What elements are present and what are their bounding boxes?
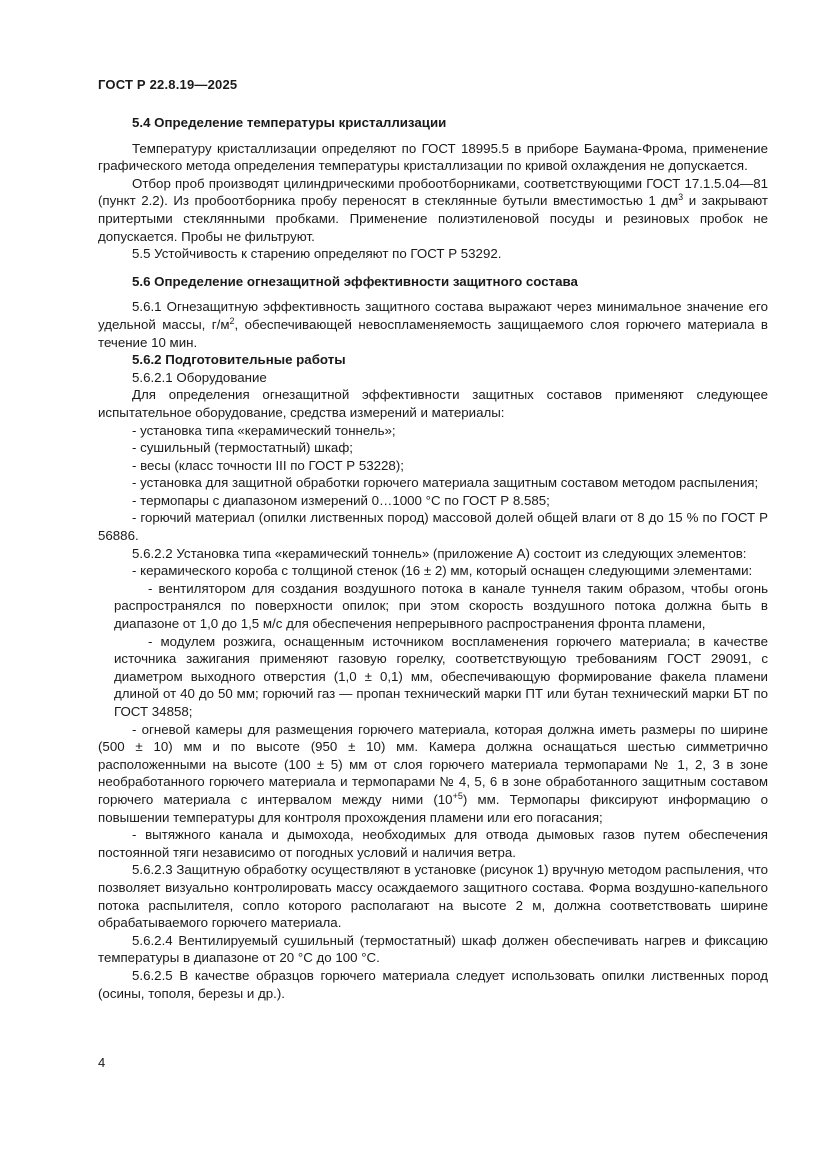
document-body bbox=[98, 104, 768, 1002]
list-item: - термопары с диапазоном измерений 0…1000 °С по ГОСТ Р 8.585; bbox=[132, 492, 550, 508]
list-item: - установка для защитной обработки горючего материала защитным составом методом распыления; bbox=[132, 475, 759, 491]
section-5-6-2-2: 5.6.2.2 Установка типа «керамический тоннель» (приложение А) состоит из следующих элементов: bbox=[132, 545, 747, 561]
page-number: 4 bbox=[98, 1055, 106, 1070]
section-5-6-2-3: 5.6.2.3 Защитную обработку осуществляют в установке (рисунок 1) вручную методом распыления, что позволяет визуально контролировать массу осаждаемого защитного состава. Форма воздушно-капельного потока распылителя, сопло которого располагают на высоте 2 м, должна соответствовать ширине обрабатываемого горючего материала. bbox=[98, 862, 768, 931]
ignition-item: - модулем розжига, оснащенным источником воспламенения горючего материала; в качестве источника зажигания применяют газовую горелку, соответствующую требованиям ГОСТ 29091, с диаметром выходного отверстия (1,0 ± 0,1) мм, обеспечивающую формирование факела пламени длиной от 40 до 50 мм; горючий газ — пропан технический марки ПТ или бутан технический марки БТ по ГОСТ 34858; bbox=[114, 633, 768, 719]
p561-superscript: 2 bbox=[229, 315, 235, 326]
section-5-6-2-1-text: Для определения огнезащитной эффективности защитных составов применяют следующее испытательное оборудование, средства измерений и материалы: bbox=[98, 387, 768, 420]
list-item: - горючий материал (опилки лиственных пород) массовой долей общей влаги от 8 до 15 % по ГОСТ Р 56886. bbox=[98, 510, 768, 544]
p561-text-a: 5.6.1 Огнезащитную эффективность защитного состава выражают через минимальное значение его удельной массы, г/м bbox=[98, 299, 768, 332]
section-5-6-heading: 5.6 Определение огнезащитной эффективности защитного состава bbox=[132, 273, 578, 289]
p2-text-a: Отбор проб производят цилиндрическими пробоотборниками, соответствующими ГОСТ 17.1.5.04—81 (пункт 2.2). Из пробоотборника пробу переносят в стеклянные бутыли вместимостью 1 дм bbox=[98, 175, 768, 209]
box-item: - керамического короба с толщиной стенок (16 ± 2) мм, который оснащен следующими элементами: bbox=[132, 563, 753, 579]
section-5-5: 5.5 Устойчивость к старению определяют по ГОСТ Р 53292. bbox=[132, 246, 502, 262]
list-item: - весы (класс точности III по ГОСТ Р 53228); bbox=[132, 457, 404, 473]
section-5-4-paragraph-2 bbox=[98, 175, 768, 245]
section-5-4-heading: 5.4 Определение температуры кристаллизации bbox=[132, 115, 447, 130]
exhaust-item: - вытяжного канала и дымохода, необходимых для отвода дымовых газов путем обеспечения постоянной тяги независимо от погодных условий и наличия ветра. bbox=[98, 827, 768, 860]
p2-superscript: 3 bbox=[678, 192, 684, 203]
section-5-6-1 bbox=[98, 298, 768, 351]
list-item: - установка типа «керамический тоннель»; bbox=[132, 422, 396, 438]
list-item: - сушильный (термостатный) шкаф; bbox=[132, 440, 353, 456]
section-5-6-2-5: 5.6.2.5 В качестве образцов горючего материала следует использовать опилки лиственных пород (осины, тополя, березы и др.). bbox=[98, 967, 768, 1001]
section-5-4-paragraph-1: Температуру кристаллизации определяют по ГОСТ 18995.5 в приборе Баумана-Фрома, применение графического метода определения температуры кристаллизации по кривой охлаждения не допускается. bbox=[98, 140, 768, 174]
document-header: ГОСТ Р 22.8.19—2025 bbox=[98, 77, 238, 92]
p2-text-b: и закрывают притертыми стеклянными пробками. Применение полиэтиленовой посуды и резиновых пробок не допускается. Пробы не фильтруют. bbox=[98, 193, 768, 244]
section-5-6-2-4: 5.6.2.4 Вентилируемый сушильный (термостатный) шкаф должен обеспечивать нагрев и фиксацию температуры в диапазоне от 20 °С до 100 °С. bbox=[98, 932, 768, 966]
section-5-6-2-1-heading: 5.6.2.1 Оборудование bbox=[132, 369, 267, 385]
chamber-superscript: +5 bbox=[452, 790, 463, 801]
fan-item: - вентилятором для создания воздушного потока в канале туннеля таким образом, чтобы огонь распространялся по поверхности опилок; при этом скорость воздушного потока должна быть в диапазоне от 1,0 до 1,5 м/с для обеспечения непрерывного распространения фронта пламени, bbox=[114, 580, 768, 632]
chamber-item bbox=[98, 721, 768, 827]
p561-text-b: , обеспечивающей невоспламеняемость защищаемого слоя горючего материала в течение 10 мин. bbox=[98, 316, 768, 350]
section-5-6-2-heading: 5.6.2 Подготовительные работы bbox=[132, 352, 346, 368]
chamber-text-b: ) мм. Термопары фиксируют информацию о повышении температуры для контроля прохождения пламени или его погасания; bbox=[98, 791, 768, 825]
chamber-text-a: - огневой камеры для размещения горючего материала, которая должна иметь размеры по ширине (500 ± 10) мм и по высоте (950 ± 10) мм. Камера должна оснащаться шестью симметрично расположенными на высоте (100 ± 5) мм от слоя горючего материала термопарами № 1, 2, 3 в зоне необработанного горючего материала и термопарами № 4, 5, 6 в зоне обработанного защитным составом горючего материала с интервалом между ними (10 bbox=[98, 721, 768, 807]
